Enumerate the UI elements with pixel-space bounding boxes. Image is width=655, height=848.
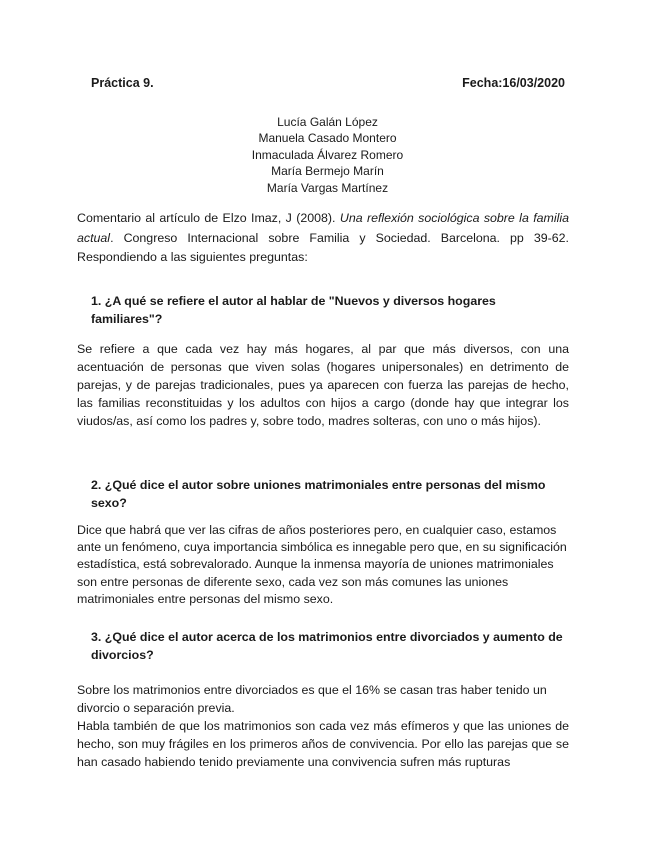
answer-3-line-2: Habla también de que los matrimonios son cada vez más efímeros y que las uniones de hecho, son muy frágiles en los primeros años de convivencia. Por ello las parejas que se han casado habiendo tenido previamente una convivencia sufren más rupturas: [77, 719, 569, 769]
answer-1: Se refiere a que cada vez hay más hogares, al par que más diversos, con una acentuación de personas que viven solas (hogares unipersonales) en detrimento de parejas, y de parejas tradicionales, pues ya aparecen con fuerza las parejas de hecho, las familias reconstituidas y los adultos con hijos a cargo (donde hay que integrar los viudos/as, así como los padres y, sobre todo, madres solteras, con uno o más hijos).: [77, 342, 569, 428]
intro-paragraph: [77, 209, 569, 268]
article-title: Una reflexión sociológica sobre la familia actual: [77, 211, 569, 245]
date-label: Fecha:16/03/2020: [462, 76, 565, 90]
intro-suffix: . Congreso Internacional sobre Familia y Sociedad. Barcelona. pp 39-62. Respondiendo a las siguientes preguntas:: [77, 230, 569, 264]
intro-prefix: Comentario al artículo de Elzo Imaz, J (2008).: [77, 211, 340, 225]
answer-2: Dice que habrá que ver las cifras de años posteriores pero, en cualquier caso, estamos ante un fenómeno, cuya importancia simbólica es innegable pero que, en su significación estadística, está sobrevalorado. Aunque la inmensa mayoría de uniones matrimoniales son entre personas de diferente sexo, cada vez son más comunes las uniones matrimoniales entre personas del mismo sexo.: [77, 523, 567, 606]
author-name: Lucía Galán López: [277, 115, 378, 129]
question-2: 2. ¿Qué dice el autor sobre uniones matrimoniales entre personas del mismo sexo?: [91, 478, 546, 510]
answer-3-line-1: Sobre los matrimonios entre divorciados es que el 16% se casan tras haber tenido un divorcio o separación previa.: [77, 683, 547, 715]
answer-3: [77, 681, 569, 771]
author-list: [0, 114, 655, 196]
question-3: 3. ¿Qué dice el autor acerca de los matrimonios entre divorciados y aumento de divorcios?: [91, 630, 563, 662]
author-name: María Bermejo Marín: [271, 164, 384, 179]
question-1: 1. ¿A qué se refiere el autor al hablar de "Nuevos y diversos hogares familiares"?: [91, 294, 496, 326]
author-name: Inmaculada Álvarez Romero: [251, 147, 404, 162]
author-name: María Vargas Martínez: [266, 180, 389, 195]
practice-title: Práctica 9.: [91, 76, 154, 90]
author-name: Manuela Casado Montero: [258, 131, 397, 146]
